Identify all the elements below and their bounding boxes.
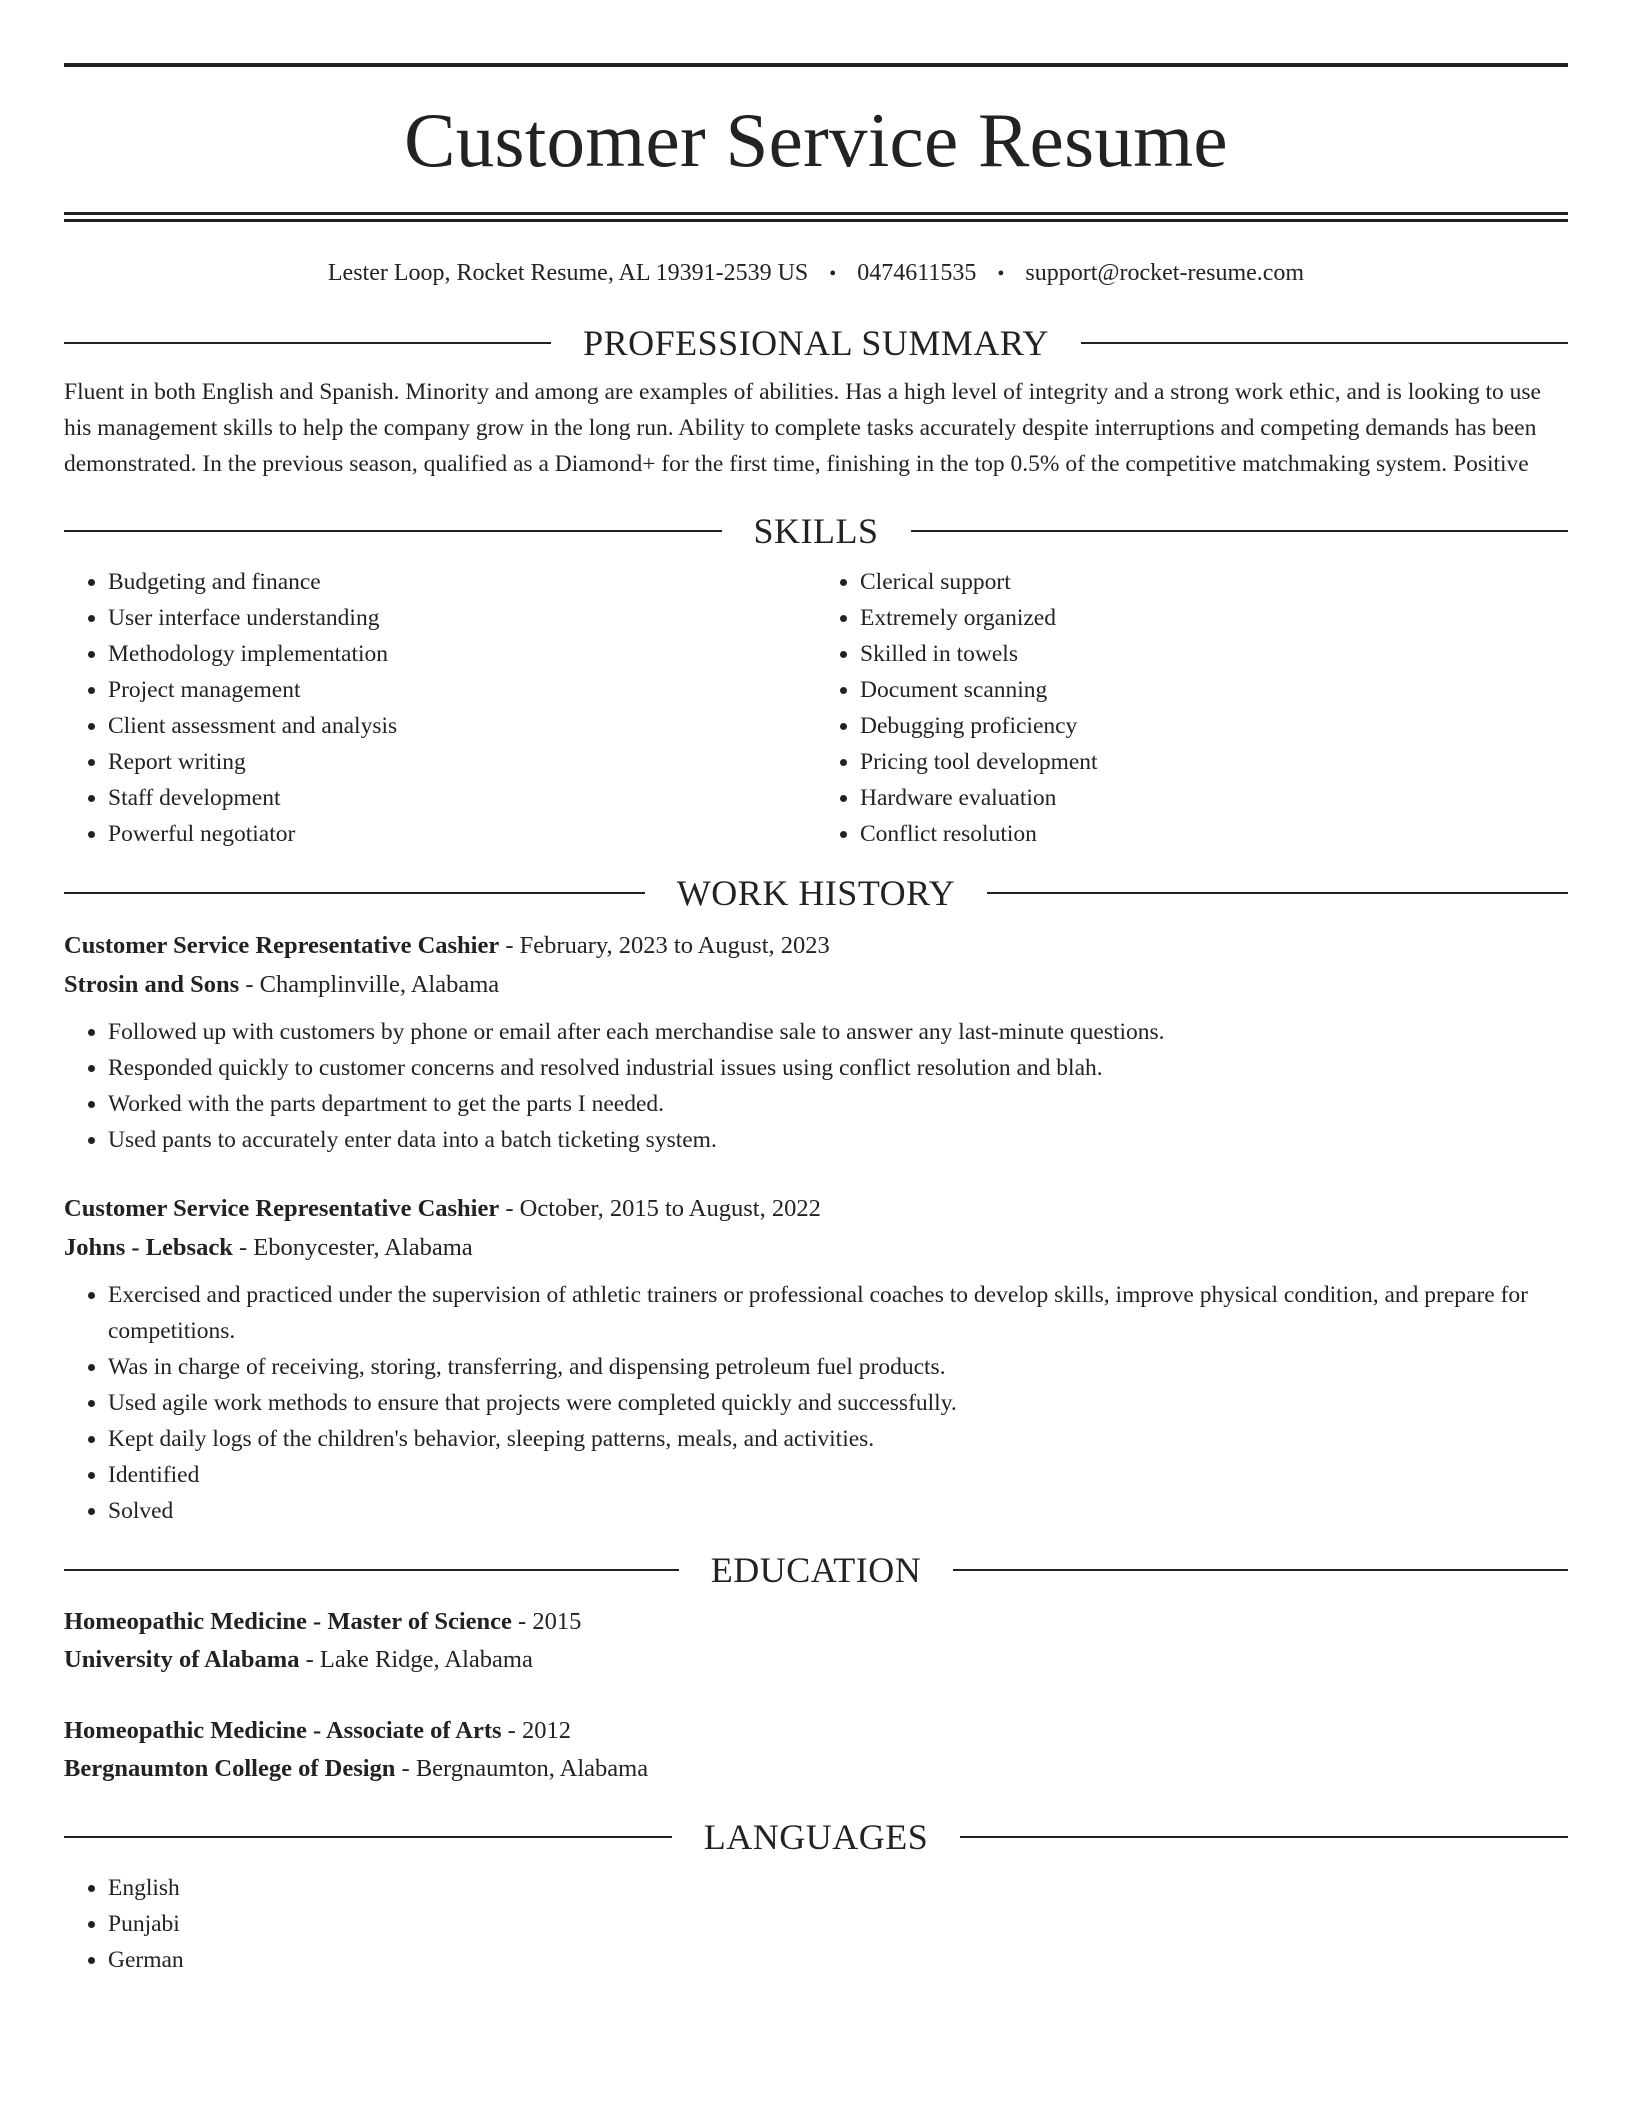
job-title: Customer Service Representative Cashier (64, 1195, 500, 1222)
job-company: Johns - Lebsack (64, 1234, 233, 1261)
job-bullet: • Exercised and practiced under the supervision of athletic trainers or professional coaches to develop skills, improve physical condition, and prepare for competitions. (108, 1277, 1568, 1349)
summary-text: Fluent in both English and Spanish. Minority and among are examples of abilities. Has a high level of integrity and a strong work ethic, and is looking to use his management skills to help the company grow in the long run. Ability to complete tasks accurately despite interruptions and competing demands has been demonstrated. In the previous season, qualified as a Diamond+ for the first time, finishing in the top 0.5% of the competitive matchmaking system. Positive (64, 379, 1541, 477)
contact-separator: • (829, 263, 837, 285)
skills-heading-label: SKILLS (753, 511, 879, 551)
heading-rule-left (64, 1836, 672, 1838)
skills-list-left (64, 564, 816, 852)
skill-item: • Conflict resolution (860, 816, 1568, 852)
language-item: • German (108, 1942, 1568, 1978)
language-item: • English (108, 1870, 1568, 1906)
education-degree-line: Homeopathic Medicine - Master of Science - 2015 (64, 1608, 582, 1635)
education-year: 2012 (521, 1717, 571, 1744)
contact-address: Lester Loop, Rocket Resume, AL 19391-2539 US (327, 260, 809, 286)
skills-columns (64, 564, 1568, 852)
job-entry (64, 926, 1568, 1158)
job-bullets (64, 1014, 1568, 1158)
job-bullet: • Identified (108, 1457, 1568, 1493)
education-school-line: Bergnaumton College of Design - Bergnaumton, Alabama (64, 1755, 649, 1782)
skills-list-right (816, 564, 1568, 852)
skill-item: • Project management (108, 672, 816, 708)
heading-rule-left (64, 342, 551, 344)
education-entry (64, 1603, 1568, 1679)
skill-item: • Methodology implementation (108, 636, 816, 672)
education-section-heading (64, 1549, 1568, 1591)
job-dates: February, 2023 to August, 2023 (519, 932, 830, 959)
job-bullet: • Solved (108, 1493, 1568, 1529)
job-bullet: • Used agile work methods to ensure that projects were completed quickly and successfully. (108, 1385, 1568, 1421)
job-entry (64, 1189, 1568, 1529)
job-dates: October, 2015 to August, 2022 (519, 1195, 821, 1222)
education-location: Bergnaumton, Alabama (415, 1755, 649, 1782)
heading-rule-right (911, 530, 1569, 532)
resume-title: Customer Service Resume (404, 97, 1228, 183)
job-bullet: • Followed up with customers by phone or email after each merchandise sale to answer any last-minute questions. (108, 1014, 1568, 1050)
skill-item: • Report writing (108, 744, 816, 780)
education-entry (64, 1712, 1568, 1788)
education-degree-line: Homeopathic Medicine - Associate of Arts - 2012 (64, 1717, 571, 1744)
contact-email: support@rocket-resume.com (1025, 260, 1305, 286)
heading-rule-left (64, 892, 645, 894)
education-location: Lake Ridge, Alabama (319, 1646, 533, 1673)
summary-heading-label: PROFESSIONAL SUMMARY (583, 323, 1049, 363)
skill-item: • Document scanning (860, 672, 1568, 708)
education-school: Bergnaumton College of Design (64, 1755, 396, 1782)
skill-item: • Skilled in towels (860, 636, 1568, 672)
skills-section-heading (64, 510, 1568, 552)
skill-item: • Client assessment and analysis (108, 708, 816, 744)
education-degree: Homeopathic Medicine - Master of Science (64, 1608, 512, 1635)
summary-section-heading (64, 322, 1568, 364)
job-bullet: • Was in charge of receiving, storing, transferring, and dispensing petroleum fuel products. (108, 1349, 1568, 1385)
title-bottom-double-rule (64, 212, 1568, 222)
languages-list (64, 1870, 1568, 1978)
education-degree: Homeopathic Medicine - Associate of Arts (64, 1717, 502, 1744)
education-school: University of Alabama (64, 1646, 300, 1673)
contact-separator: • (997, 263, 1005, 285)
skill-item: • Debugging proficiency (860, 708, 1568, 744)
contact-phone: 0474611535 (857, 260, 977, 286)
job-company-line: Johns - Lebsack - Ebonycester, Alabama (64, 1234, 473, 1261)
languages-section-heading (64, 1816, 1568, 1858)
skill-item: • Budgeting and finance (108, 564, 816, 600)
work-heading-label: WORK HISTORY (676, 873, 956, 913)
job-bullet: • Responded quickly to customer concerns and resolved industrial issues using conflict resolution and blah. (108, 1050, 1568, 1086)
title-top-rule (64, 63, 1568, 67)
job-location: Champlinville, Alabama (259, 971, 500, 998)
job-bullet: • Used pants to accurately enter data into a batch ticketing system. (108, 1122, 1568, 1158)
skill-item: • Extremely organized (860, 600, 1568, 636)
education-school-line: University of Alabama - Lake Ridge, Alabama (64, 1646, 533, 1673)
languages-heading-label: LANGUAGES (703, 1817, 929, 1857)
skill-item: • User interface understanding (108, 600, 816, 636)
heading-rule-right (1081, 342, 1568, 344)
job-bullet: • Worked with the parts department to get the parts I needed. (108, 1086, 1568, 1122)
job-location: Ebonycester, Alabama (253, 1234, 473, 1261)
job-title-line: Customer Service Representative Cashier - October, 2015 to August, 2022 (64, 1195, 821, 1222)
language-item: • Punjabi (108, 1906, 1568, 1942)
skill-item: • Powerful negotiator (108, 816, 816, 852)
work-section-heading (64, 872, 1568, 914)
heading-rule-right (960, 1836, 1568, 1838)
skill-item: • Pricing tool development (860, 744, 1568, 780)
resume-content (64, 0, 1568, 1978)
skill-item: • Hardware evaluation (860, 780, 1568, 816)
heading-rule-left (64, 530, 722, 532)
education-year: 2015 (532, 1608, 582, 1635)
skill-item: • Clerical support (860, 564, 1568, 600)
job-company-line: Strosin and Sons - Champlinville, Alabama (64, 971, 500, 998)
job-bullet: • Kept daily logs of the children's behavior, sleeping patterns, meals, and activities. (108, 1421, 1568, 1457)
job-title-line: Customer Service Representative Cashier - February, 2023 to August, 2023 (64, 932, 830, 959)
education-heading-label: EDUCATION (710, 1550, 922, 1590)
heading-rule-left (64, 1569, 679, 1571)
skill-item: • Staff development (108, 780, 816, 816)
heading-rule-right (987, 892, 1568, 894)
contact-line (64, 257, 1568, 290)
job-company: Strosin and Sons (64, 971, 240, 998)
job-title: Customer Service Representative Cashier (64, 932, 500, 959)
job-bullets (64, 1277, 1568, 1529)
heading-rule-right (953, 1569, 1568, 1571)
